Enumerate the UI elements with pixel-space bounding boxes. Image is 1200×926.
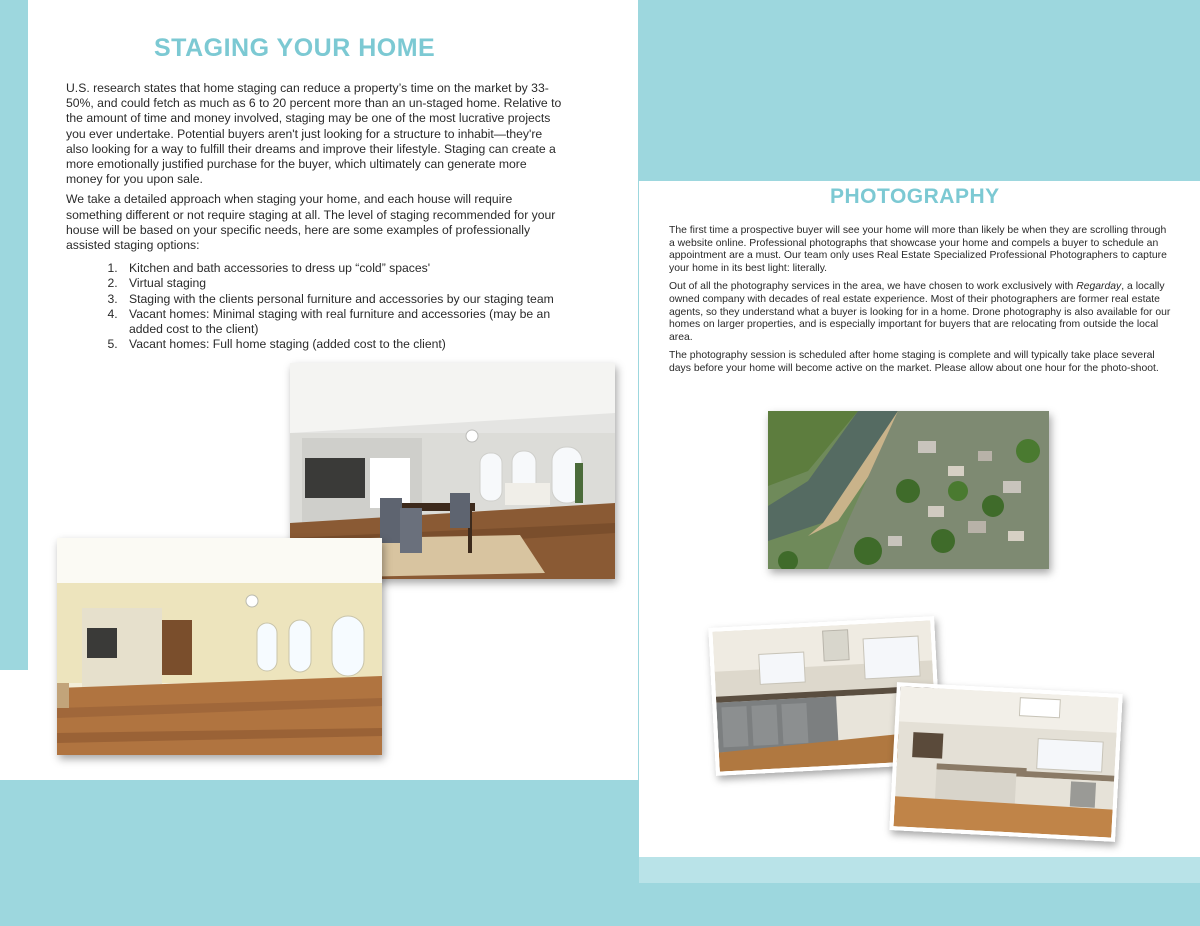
kitchen-photo-2: [889, 682, 1122, 842]
staging-paragraph-2: We take a detailed approach when staging your home, and each house will require something different or not require staging at all. The level of staging recommended for your house will be based on your specific needs, here are some examples of professionally assisted staging options:: [66, 192, 556, 253]
right-page-bottom-band: [639, 857, 1200, 883]
paragraph-text: Out of all the photography services in the area, we have chosen to work exclusively with: [669, 281, 1077, 293]
photography-body: [669, 225, 1174, 382]
staging-body: [66, 81, 566, 352]
section-title: PHOTOGRAPHY: [830, 185, 1000, 208]
list-item: 5. Vacant homes: Full home staging (added cost to the client): [121, 337, 566, 352]
staging-paragraph-1: U.S. research states that home staging can reduce a property’s time on the market by 33-50%, and could fetch as much as 6 to 20 percent more than an un-staged home. Relative to the amount of time and money involved, staging may be one of the most lucrative projects you ever undertake. Potential buyers aren't just looking for a structure to inhabit—they're also looking for a way to fulfill their dreams and improve their lifestyle. Staging can create a more emotionally justified purchase for the buyer, which ultimately can generate more money for you upon sale.: [66, 81, 562, 187]
list-item: 1. Kitchen and bath accessories to dress up “cold” spaces': [121, 261, 566, 276]
photography-paragraph-3: The photography session is scheduled after home staging is complete and will typically take place several days before your home will become active on the market. Please allow about one hour for the photo-shoot.: [669, 350, 1159, 374]
list-item: 4. Vacant homes: Minimal staging with real furniture and accessories (may be an added cost to the client): [121, 307, 566, 337]
photography-paragraph-2: [669, 281, 1174, 344]
left-margin-strip: [0, 670, 28, 780]
page-title: STAGING YOUR HOME: [154, 34, 436, 62]
empty-living-room-photo: [57, 538, 382, 755]
aerial-drone-photo: [768, 411, 1049, 569]
paragraph-text: , a locally owned company with decades of real estate experience. Most of their photographers are former real estate agents, so they understand what a buyer is looking for in a home. Drone photography is also available for our homes on larger properties, and is especially important for buyers that are relocating from outside the local area.: [669, 281, 1171, 343]
list-item: 2. Virtual staging: [121, 276, 566, 291]
list-item: 3. Staging with the clients personal furniture and accessories by our staging team: [121, 292, 566, 307]
photography-paragraph-1: The first time a prospective buyer will see your home will more than likely be when they are scrolling through a website online. Professional photographs that showcase your home and compels a buyer to schedule an appointment are a must. Our team only uses Real Estate Specialized Professional Photographers to capture your home in its best light: literally.: [669, 225, 1167, 274]
staging-options-list: [66, 261, 566, 352]
company-name: Regarday: [1076, 281, 1122, 293]
